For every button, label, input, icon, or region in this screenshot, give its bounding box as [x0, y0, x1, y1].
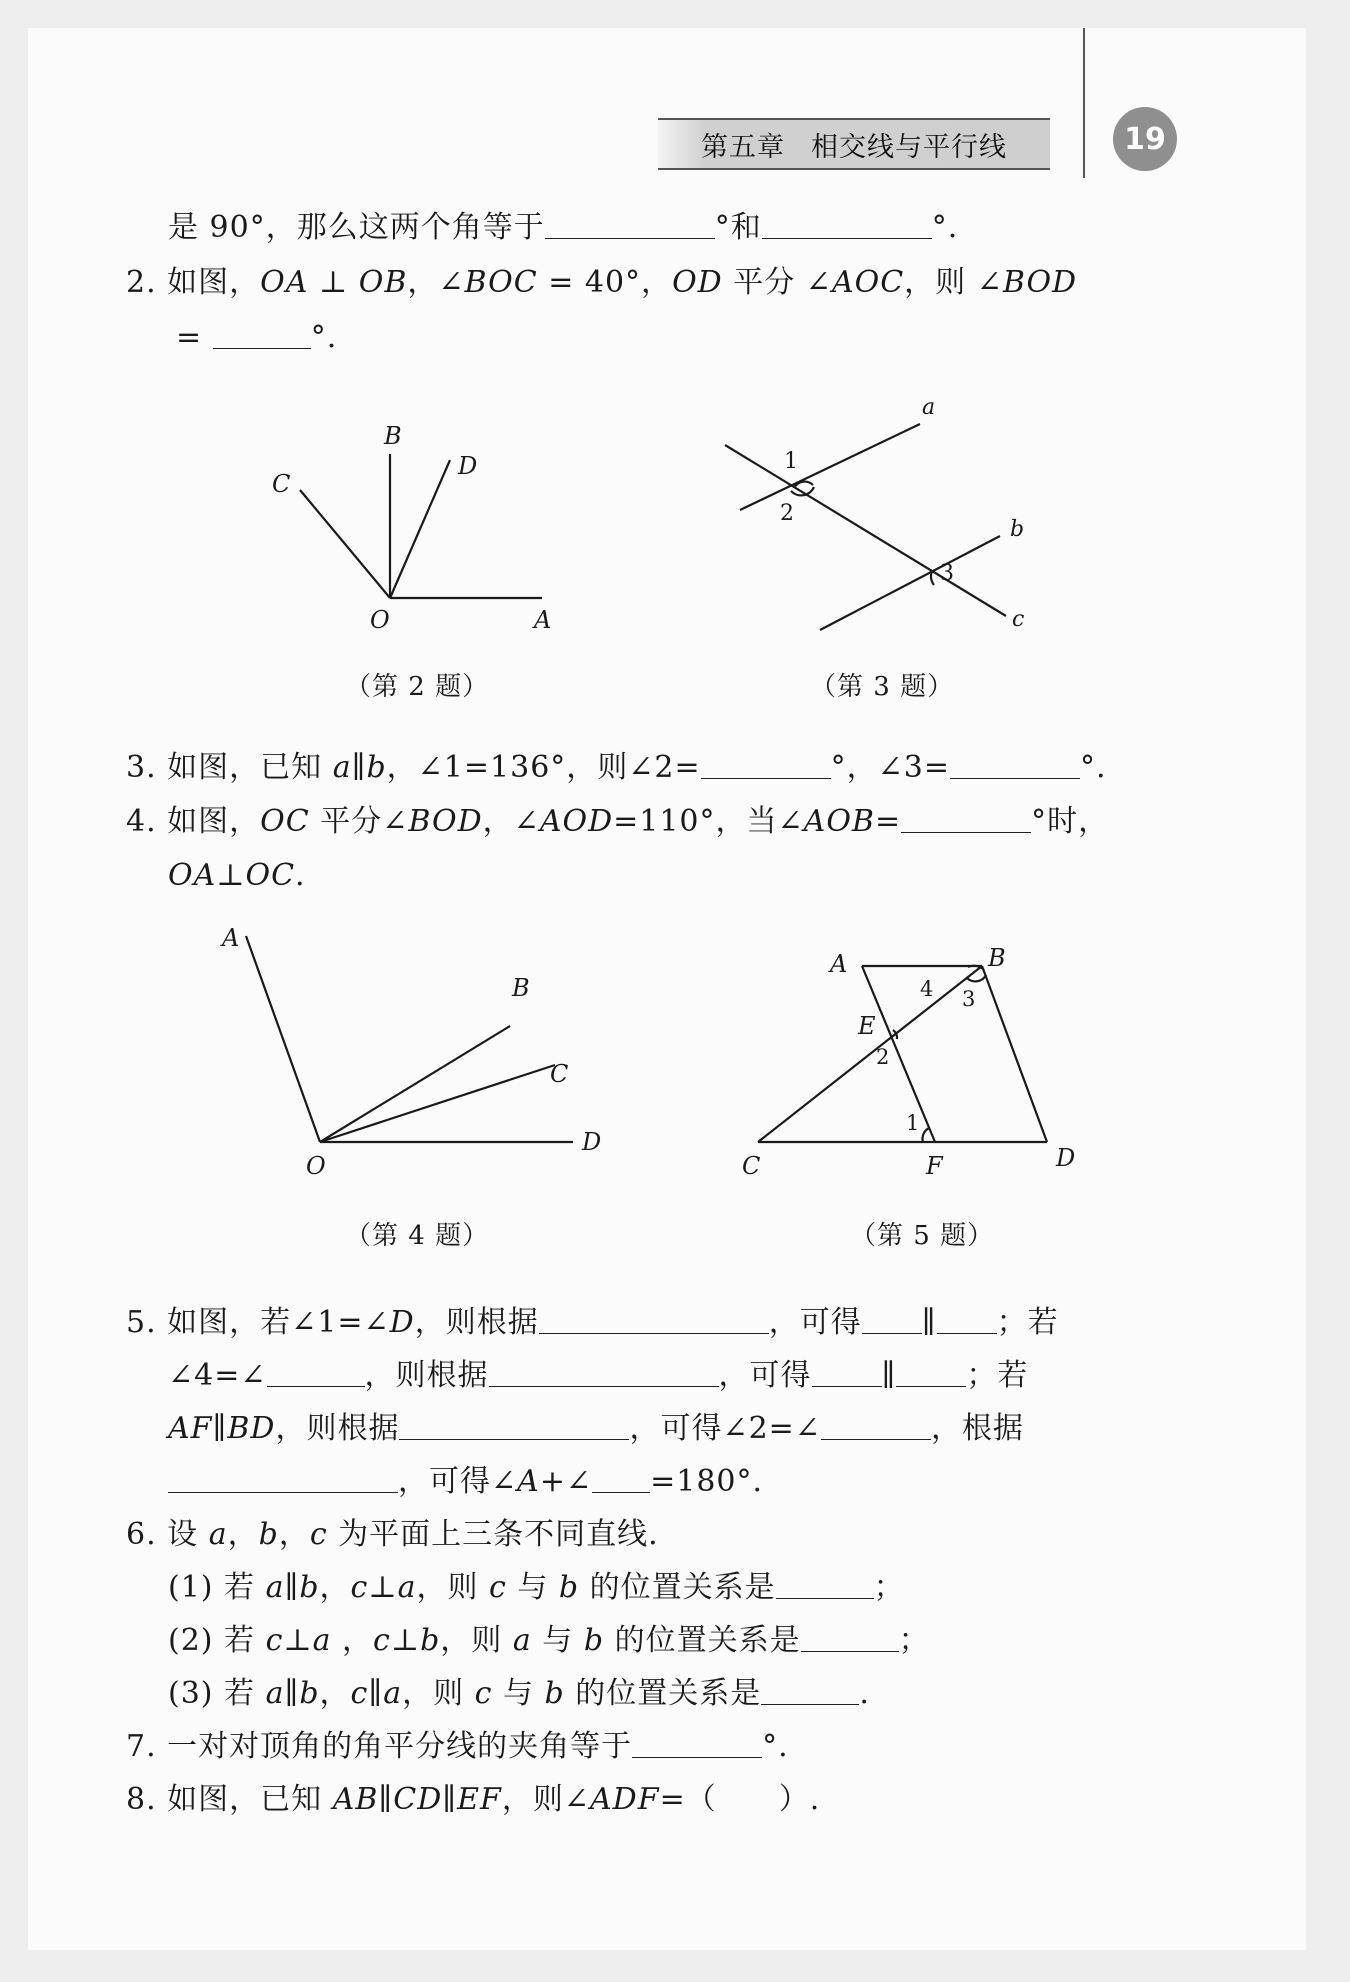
math-symbol: AB	[332, 1782, 379, 1817]
text-run: °.	[762, 1729, 789, 1764]
answer-blank	[937, 1303, 997, 1334]
text-run: ，则根据	[275, 1411, 400, 1446]
answer-blank	[545, 208, 715, 239]
text-run: ⊥	[216, 858, 246, 893]
math-symbol: BOD	[408, 804, 483, 839]
answer-blank	[862, 1303, 922, 1334]
math-symbol: AOC	[831, 265, 905, 300]
label-E: E	[858, 1012, 876, 1040]
answer-blank	[267, 1356, 365, 1387]
label-D: D	[1056, 1144, 1076, 1172]
answer-blank	[812, 1356, 882, 1387]
text-run: 7. 一对对顶角的角平分线的夹角等于	[126, 1729, 633, 1764]
label-B: B	[988, 944, 1006, 972]
answer-blank	[821, 1409, 931, 1440]
label-c: c	[1012, 607, 1025, 632]
text-run: ，	[319, 1676, 351, 1711]
text-run: ∥	[284, 1570, 300, 1605]
text-run: =110°，当∠	[613, 804, 804, 839]
text-run: ；	[873, 1570, 905, 1605]
math-symbol: OA	[260, 265, 309, 300]
ray-OA	[246, 936, 320, 1142]
math-symbol: a	[383, 1676, 403, 1711]
text-line	[176, 318, 337, 358]
caption-q2: （第 2 题）	[345, 672, 490, 702]
text-line	[168, 1409, 1024, 1449]
sub-question	[168, 1568, 905, 1608]
math-symbol: BOC	[464, 265, 538, 300]
math-symbol: b	[583, 1623, 605, 1658]
angle-label-3: 3	[962, 987, 976, 1011]
text-run: ，则根据	[414, 1305, 539, 1340]
text-run: °.	[1080, 750, 1107, 785]
text-run: ⊥	[283, 1623, 313, 1658]
math-symbol: c	[373, 1623, 391, 1658]
math-symbol: ADF	[590, 1782, 660, 1817]
chapter-number: 第五章	[701, 131, 785, 163]
text-run: ，可得∠	[398, 1464, 518, 1499]
math-symbol: EF	[457, 1782, 502, 1817]
text-run: ，可得∠2=∠	[629, 1411, 821, 1446]
text-run: °时，	[1031, 804, 1110, 839]
answer-blank	[761, 1674, 859, 1705]
text-run: ∥	[378, 1782, 394, 1817]
label-C: C	[550, 1060, 569, 1088]
caption-q3: （第 3 题）	[810, 672, 955, 702]
text-run: 6. 设	[126, 1517, 209, 1552]
answer-blank	[168, 1462, 398, 1493]
math-symbol: OC	[245, 858, 296, 893]
math-symbol: b	[544, 1676, 565, 1711]
math-symbol: A	[517, 1464, 540, 1499]
text-run: 与	[492, 1676, 545, 1711]
text-run: ∥	[368, 1676, 384, 1711]
text-run: =	[874, 804, 902, 839]
text-run: ，则根据	[364, 1358, 489, 1393]
text-run: ；若	[996, 1305, 1059, 1340]
answer-blank	[801, 1621, 899, 1652]
math-symbol: a	[265, 1676, 285, 1711]
sub-question	[168, 1621, 930, 1661]
math-symbol: c	[350, 1570, 369, 1605]
caption-q4: （第 4 题）	[345, 1221, 490, 1251]
math-symbol: a	[208, 1517, 228, 1552]
question-7	[126, 1727, 789, 1767]
math-symbol: AOD	[539, 804, 614, 839]
answer-blank	[632, 1727, 762, 1758]
text-run: 平分 ∠	[722, 265, 832, 300]
question-5	[126, 1303, 1059, 1343]
page-number-badge: 19	[1113, 107, 1177, 171]
text-run: ，则	[416, 1570, 490, 1605]
figure-q3	[710, 390, 1070, 640]
label-F: F	[926, 1152, 943, 1180]
text-run: (1) 若	[168, 1570, 266, 1605]
answer-blank	[592, 1462, 650, 1493]
text-run: ，则 ∠	[904, 265, 1003, 300]
math-symbol: BOD	[1002, 265, 1078, 300]
math-symbol: a	[397, 1570, 417, 1605]
text-run: ∠4=∠	[168, 1358, 267, 1393]
math-symbol: b	[366, 750, 387, 785]
chapter-header	[658, 118, 1050, 170]
text-run: .	[859, 1676, 870, 1711]
text-run: °.	[931, 210, 959, 245]
ray-OD	[390, 460, 450, 598]
ray-OC	[320, 1065, 555, 1142]
text-run: ；若	[966, 1358, 1029, 1393]
math-symbol: OD	[672, 265, 723, 300]
text-run: 的位置关系是	[579, 1570, 776, 1605]
text-run: =180°.	[650, 1464, 764, 1499]
text-run: ∥	[921, 1305, 937, 1340]
text-run: ，则	[440, 1623, 513, 1658]
text-run: ，则∠	[501, 1782, 591, 1817]
text-run: ∥	[212, 1411, 228, 1446]
math-symbol: a	[265, 1570, 285, 1605]
answer-blank	[701, 748, 831, 779]
text-run: ，∠1=136°，则∠2=	[386, 750, 701, 785]
sub-question	[168, 1674, 870, 1714]
text-run: 与	[506, 1570, 559, 1605]
math-symbol: c	[265, 1623, 284, 1658]
angle-label-1: 1	[784, 449, 798, 474]
label-b: b	[1010, 517, 1025, 542]
math-symbol: c	[489, 1570, 507, 1605]
text-run: °，∠3=	[830, 750, 951, 785]
math-symbol: a	[312, 1623, 332, 1658]
line-c	[725, 445, 1006, 616]
text-run: 8. 如图，已知	[126, 1782, 333, 1817]
math-symbol: a	[512, 1623, 532, 1658]
text-line	[168, 1462, 763, 1502]
text-line	[168, 1356, 1028, 1396]
angle-label-3: 3	[940, 561, 954, 586]
text-run: +∠	[539, 1464, 593, 1499]
math-symbol: AF	[168, 1411, 213, 1446]
label-C: C	[272, 470, 291, 498]
math-symbol: OB	[358, 265, 408, 300]
text-run: ⊥	[390, 1623, 421, 1658]
text-run: ；	[898, 1623, 930, 1658]
figure-q5	[730, 930, 1090, 1190]
math-symbol: CD	[393, 1782, 443, 1817]
text-run: ，	[331, 1623, 374, 1658]
text-run: =（ ）.	[659, 1782, 821, 1817]
question-4	[126, 802, 1109, 842]
answer-blank	[950, 748, 1080, 779]
math-symbol: b	[558, 1570, 580, 1605]
text-run: ∥	[442, 1782, 458, 1817]
label-B: B	[512, 974, 530, 1002]
question-3	[126, 748, 1107, 788]
text-run: 为平面上三条不同直线.	[327, 1517, 659, 1552]
math-symbol: a	[332, 750, 352, 785]
ray-OB	[320, 1026, 510, 1142]
math-symbol: OC	[260, 804, 310, 839]
text-line	[168, 208, 958, 248]
text-run: ，可得	[718, 1358, 812, 1393]
text-run: °.	[310, 320, 338, 355]
text-run: 与	[531, 1623, 584, 1658]
label-A: A	[534, 606, 552, 634]
text-run: °和	[714, 210, 762, 245]
figure-q2	[260, 410, 580, 640]
label-O: O	[306, 1152, 326, 1180]
math-symbol: c	[350, 1676, 369, 1711]
text-run: 5. 如图，若∠1=∠	[126, 1305, 390, 1340]
line-b	[820, 536, 1000, 630]
text-run: 是 90°，那么这两个角等于	[168, 210, 545, 245]
segment-BD	[982, 966, 1047, 1142]
text-run: ，可得	[768, 1305, 862, 1340]
text-run: (2) 若	[168, 1623, 266, 1658]
math-symbol: BD	[227, 1411, 276, 1446]
text-run: 的位置关系是	[564, 1676, 762, 1711]
text-run: ，根据	[930, 1411, 1024, 1446]
label-a: a	[922, 395, 936, 420]
math-symbol: b	[299, 1570, 320, 1605]
text-run: ，则	[402, 1676, 475, 1711]
math-symbol: c	[474, 1676, 493, 1711]
text-run: ⊥	[308, 265, 359, 300]
label-B: B	[384, 422, 402, 450]
text-run: ，	[319, 1570, 351, 1605]
text-run: ，∠	[407, 265, 465, 300]
label-D: D	[458, 452, 478, 480]
label-A: A	[222, 924, 240, 952]
label-D: D	[582, 1128, 602, 1156]
text-run: =	[176, 320, 213, 355]
text-run: = 40°，	[537, 265, 673, 300]
text-run: ，	[278, 1517, 310, 1552]
answer-blank	[896, 1356, 966, 1387]
text-run: (3) 若	[168, 1676, 266, 1711]
text-line	[168, 856, 306, 896]
text-run: ，∠	[482, 804, 540, 839]
angle-label-2: 2	[780, 501, 794, 526]
question-8	[126, 1780, 820, 1820]
caption-q5: （第 5 题）	[850, 1221, 995, 1251]
angle-label-1: 1	[906, 1111, 920, 1135]
chapter-title: 相交线与平行线	[811, 131, 1007, 163]
label-A: A	[830, 950, 848, 978]
answer-blank	[776, 1568, 874, 1599]
answer-blank	[901, 802, 1031, 833]
text-run: 的位置关系是	[604, 1623, 801, 1658]
text-run: ∥	[881, 1358, 897, 1393]
text-run: ∥	[351, 750, 367, 785]
text-run: 3. 如图，已知	[126, 750, 333, 785]
ray-OC	[300, 490, 390, 598]
math-symbol: OA	[168, 858, 217, 893]
answer-blank	[399, 1409, 629, 1440]
answer-blank	[762, 208, 932, 239]
line-a	[740, 424, 920, 510]
math-symbol: AOB	[803, 804, 875, 839]
answer-blank	[489, 1356, 719, 1387]
math-symbol: b	[420, 1623, 441, 1658]
question-2	[126, 263, 1077, 303]
math-symbol: c	[309, 1517, 328, 1552]
figure-q4	[210, 920, 610, 1180]
text-run: 4. 如图，	[126, 804, 261, 839]
question-6	[126, 1515, 659, 1555]
angle-label-4: 4	[920, 977, 934, 1001]
text-run: ，	[227, 1517, 259, 1552]
answer-blank	[539, 1303, 769, 1334]
header-divider	[1083, 28, 1085, 178]
label-C: C	[742, 1152, 761, 1180]
math-symbol: D	[389, 1305, 415, 1340]
text-run: 2. 如图，	[126, 265, 261, 300]
math-symbol: b	[258, 1517, 279, 1552]
math-symbol: b	[299, 1676, 320, 1711]
answer-blank	[213, 318, 311, 349]
segment-CB	[758, 966, 982, 1142]
text-run: .	[295, 858, 306, 893]
text-run: ∥	[284, 1676, 300, 1711]
label-O: O	[370, 606, 390, 634]
angle-mark-1	[923, 1128, 929, 1142]
angle-label-2: 2	[876, 1045, 890, 1069]
text-run: ⊥	[368, 1570, 398, 1605]
text-run: 平分∠	[309, 804, 409, 839]
